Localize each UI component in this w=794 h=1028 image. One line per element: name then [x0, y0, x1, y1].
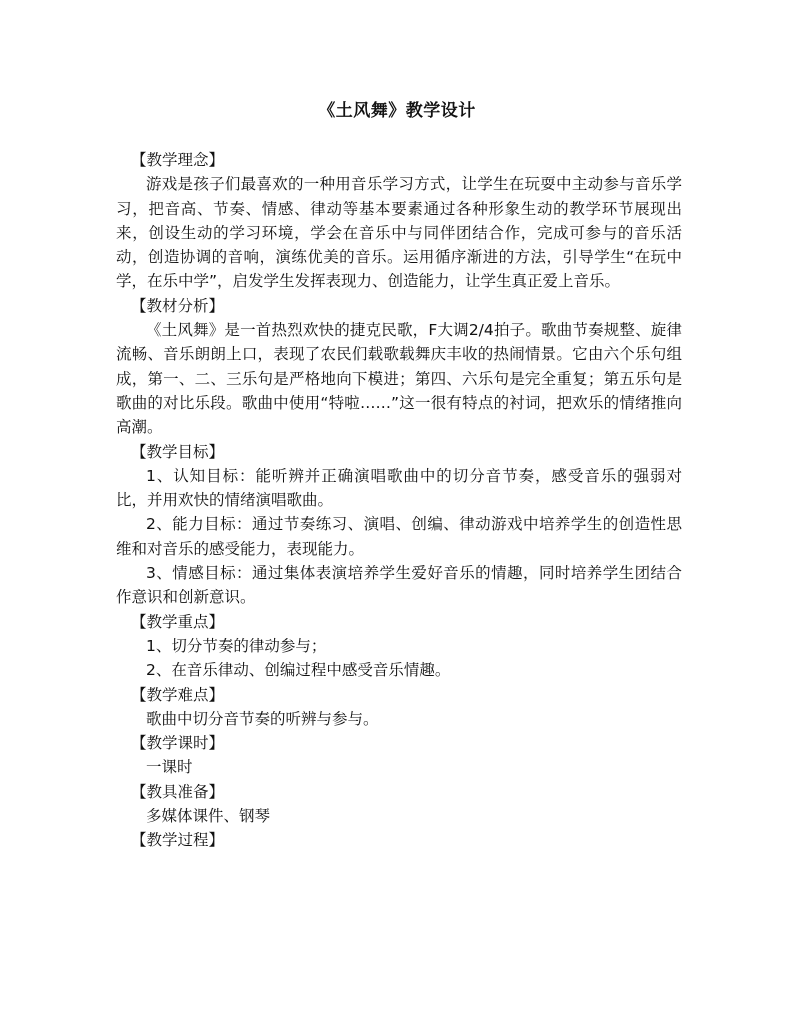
section-heading-teaching-philosophy: 【教学理念】: [131, 151, 225, 169]
section-heading-material-analysis: 【教材分析】: [131, 296, 225, 315]
section-heading-key-points: 【教学重点】: [131, 612, 225, 631]
paragraph-teaching-philosophy: 游戏是孩子们最喜欢的一种用音乐学习方式，让学生在玩耍中主动参与音乐学习，把音高、节奏、情感、律动等基本要素通过各种形象生动的教学环节展现出来，创设生动的学习环境，学会在音乐中与同伴团结合作，完成可参与的音乐活动，创造协调的音响，演练优美的音乐。运用循序渐进的方法，引导学生“在玩中学，在乐中学”，启发学生发挥表现力、创造能力，让学生真正爱上音乐。: [116, 175, 682, 291]
paragraph-material-analysis: 《土风舞》是一首热烈欢快的捷克民歌，F大调2/4拍子。歌曲节奏规整、旋律流畅、音乐朗朗上口，表现了农民们载歌载舞庆丰收的热闹情景。它由六个乐句组成，第一、二、三乐句是严格地向下模进；第四、六乐句是完全重复；第五乐句是歌曲的对比乐段。歌曲中使用“特啦……”这一很有特点的衬词，把欢乐的情绪推向高潮。: [116, 321, 682, 437]
paragraph-goal-ability: 2、能力目标：通过节奏练习、演唱、创编、律动游戏中培养学生的创造性思维和对音乐的感受能力，表现能力。: [116, 515, 682, 558]
section-heading-teaching-aids: 【教具准备】: [131, 782, 225, 801]
paragraph-key-point-1: 1、切分节奏的律动参与；: [146, 636, 327, 655]
paragraph-key-point-2: 2、在音乐律动、创编过程中感受音乐情趣。: [146, 661, 451, 680]
section-heading-teaching-goals: 【教学目标】: [131, 442, 225, 461]
paragraph-class-hours: 一课时: [146, 758, 193, 777]
section-heading-difficulties: 【教学难点】: [131, 685, 225, 704]
document-title: 《土风舞》教学设计: [318, 101, 476, 121]
section-heading-teaching-process: 【教学过程】: [131, 831, 225, 850]
paragraph-goal-cognitive: 1、认知目标：能听辨并正确演唱歌曲中的切分音节奏，感受音乐的强弱对比，并用欢快的情绪演唱歌曲。: [116, 466, 682, 510]
section-heading-class-hours: 【教学课时】: [131, 734, 225, 753]
paragraph-difficulty: 歌曲中切分音节奏的听辨与参与。: [146, 709, 379, 728]
paragraph-goal-emotion: 3、情感目标：通过集体表演培养学生爱好音乐的情趣，同时培养学生团结合作意识和创新意识。: [116, 564, 682, 607]
paragraph-teaching-aids: 多媒体课件、钢琴: [146, 807, 271, 826]
document-body: [116, 148, 682, 853]
